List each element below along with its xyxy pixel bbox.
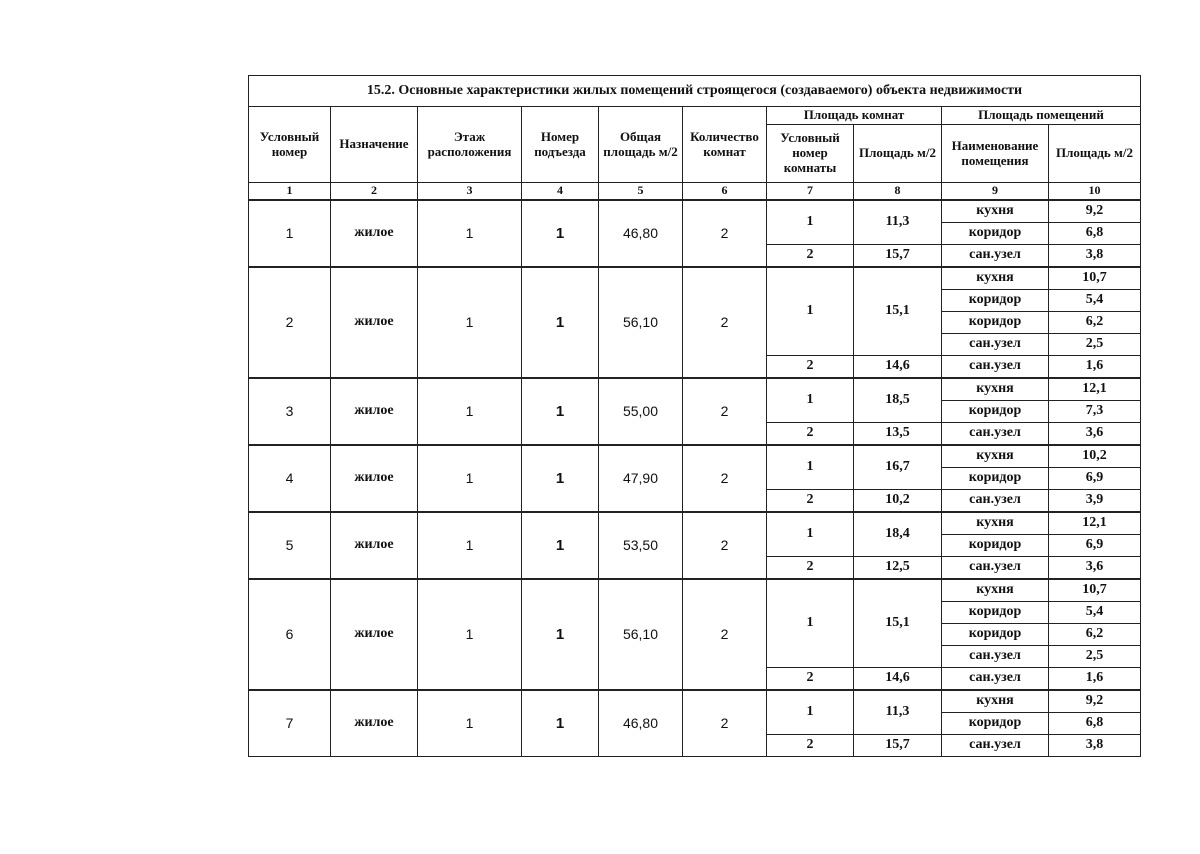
- apartment-number: 1: [249, 200, 331, 267]
- premise-name: сан.узел: [942, 423, 1049, 446]
- premise-area: 6,2: [1049, 624, 1141, 646]
- column-number: 7: [767, 183, 854, 201]
- premise-name: сан.узел: [942, 356, 1049, 379]
- premise-name: сан.узел: [942, 334, 1049, 356]
- apartment-group: [249, 267, 1141, 378]
- premise-area: 3,9: [1049, 490, 1141, 513]
- header-premise-name: Наименование помещения: [942, 125, 1049, 183]
- table-row: [249, 512, 1141, 535]
- premise-area: 2,5: [1049, 334, 1141, 356]
- apartment-number: 6: [249, 579, 331, 690]
- apartment-rooms-count: 2: [683, 200, 767, 267]
- apartment-rooms-count: 2: [683, 445, 767, 512]
- table-row: [249, 378, 1141, 401]
- premise-area: 12,1: [1049, 512, 1141, 535]
- room-number: 2: [767, 423, 854, 446]
- premise-name: коридор: [942, 401, 1049, 423]
- room-area: 11,3: [854, 690, 942, 735]
- column-number: 8: [854, 183, 942, 201]
- apartment-floor: 1: [418, 378, 522, 445]
- apartment-purpose: жилое: [331, 512, 418, 579]
- apartment-group: [249, 579, 1141, 690]
- apartment-floor: 1: [418, 445, 522, 512]
- apartment-purpose: жилое: [331, 200, 418, 267]
- room-area: 11,3: [854, 200, 942, 245]
- premise-name: сан.узел: [942, 557, 1049, 580]
- apartment-total-area: 47,90: [599, 445, 683, 512]
- apartment-floor: 1: [418, 512, 522, 579]
- apartment-number: 5: [249, 512, 331, 579]
- table-row: [249, 579, 1141, 602]
- header-rooms-area-group: Площадь комнат: [767, 107, 942, 125]
- apartment-total-area: 46,80: [599, 690, 683, 757]
- premise-name: коридор: [942, 713, 1049, 735]
- room-area: 14,6: [854, 668, 942, 691]
- premise-name: сан.узел: [942, 490, 1049, 513]
- apartment-purpose: жилое: [331, 690, 418, 757]
- room-number: 2: [767, 735, 854, 757]
- apartment-entrance: 1: [522, 579, 599, 690]
- premise-area: 6,8: [1049, 713, 1141, 735]
- apartment-entrance: 1: [522, 690, 599, 757]
- premise-area: 10,7: [1049, 579, 1141, 602]
- apartment-total-area: 55,00: [599, 378, 683, 445]
- room-number: 2: [767, 490, 854, 513]
- column-number: 2: [331, 183, 418, 201]
- premise-area: 7,3: [1049, 401, 1141, 423]
- header-total-area: Общая площадь м/2: [599, 107, 683, 183]
- residential-premises-table: [248, 75, 1141, 757]
- premise-name: сан.узел: [942, 668, 1049, 691]
- room-number: 2: [767, 245, 854, 268]
- apartment-number: 2: [249, 267, 331, 378]
- room-area: 15,1: [854, 267, 942, 356]
- room-area: 18,4: [854, 512, 942, 557]
- apartment-group: [249, 445, 1141, 512]
- premise-name: коридор: [942, 624, 1049, 646]
- header-purpose: Назначение: [331, 107, 418, 183]
- room-number: 1: [767, 378, 854, 423]
- header-cond-no: Условный номер: [249, 107, 331, 183]
- column-number: 6: [683, 183, 767, 201]
- premise-area: 3,6: [1049, 557, 1141, 580]
- apartment-group: [249, 512, 1141, 579]
- apartment-group: [249, 200, 1141, 267]
- premise-name: кухня: [942, 512, 1049, 535]
- apartment-entrance: 1: [522, 378, 599, 445]
- column-number: 5: [599, 183, 683, 201]
- apartment-entrance: 1: [522, 512, 599, 579]
- room-area: 18,5: [854, 378, 942, 423]
- premise-area: 5,4: [1049, 602, 1141, 624]
- room-number: 1: [767, 690, 854, 735]
- premise-area: 6,2: [1049, 312, 1141, 334]
- premise-area: 9,2: [1049, 200, 1141, 223]
- premise-area: 3,8: [1049, 735, 1141, 757]
- apartment-floor: 1: [418, 579, 522, 690]
- apartment-entrance: 1: [522, 445, 599, 512]
- apartment-floor: 1: [418, 690, 522, 757]
- apartment-floor: 1: [418, 200, 522, 267]
- premise-area: 2,5: [1049, 646, 1141, 668]
- header-room-area: Площадь м/2: [854, 125, 942, 183]
- room-area: 14,6: [854, 356, 942, 379]
- apartment-total-area: 53,50: [599, 512, 683, 579]
- premise-area: 6,9: [1049, 468, 1141, 490]
- apartment-purpose: жилое: [331, 378, 418, 445]
- premise-area: 3,8: [1049, 245, 1141, 268]
- table-row: [249, 267, 1141, 290]
- column-number: 10: [1049, 183, 1141, 201]
- premise-area: 10,2: [1049, 445, 1141, 468]
- room-number: 2: [767, 356, 854, 379]
- room-number: 1: [767, 267, 854, 356]
- room-number: 1: [767, 200, 854, 245]
- header-rooms-count: Количество комнат: [683, 107, 767, 183]
- apartment-total-area: 46,80: [599, 200, 683, 267]
- premise-name: кухня: [942, 445, 1049, 468]
- header-floor: Этаж расположения: [418, 107, 522, 183]
- apartment-total-area: 56,10: [599, 267, 683, 378]
- room-area: 16,7: [854, 445, 942, 490]
- apartment-group: [249, 690, 1141, 757]
- premise-area: 6,9: [1049, 535, 1141, 557]
- table-row: [249, 445, 1141, 468]
- premise-area: 5,4: [1049, 290, 1141, 312]
- premise-name: кухня: [942, 579, 1049, 602]
- premise-area: 12,1: [1049, 378, 1141, 401]
- table-title: 15.2. Основные характеристики жилых помещений строящегося (создаваемого) объекта недвижимости: [249, 76, 1141, 107]
- room-number: 1: [767, 445, 854, 490]
- room-area: 13,5: [854, 423, 942, 446]
- column-number: 9: [942, 183, 1049, 201]
- premise-name: кухня: [942, 267, 1049, 290]
- apartment-total-area: 56,10: [599, 579, 683, 690]
- column-number: 1: [249, 183, 331, 201]
- apartment-entrance: 1: [522, 200, 599, 267]
- premise-name: кухня: [942, 690, 1049, 713]
- room-area: 15,7: [854, 735, 942, 757]
- apartment-entrance: 1: [522, 267, 599, 378]
- premise-area: 3,6: [1049, 423, 1141, 446]
- premise-name: коридор: [942, 468, 1049, 490]
- premise-name: коридор: [942, 535, 1049, 557]
- room-number: 1: [767, 512, 854, 557]
- premise-name: кухня: [942, 378, 1049, 401]
- premise-area: 6,8: [1049, 223, 1141, 245]
- room-area: 15,7: [854, 245, 942, 268]
- room-area: 10,2: [854, 490, 942, 513]
- premise-area: 1,6: [1049, 668, 1141, 691]
- header-entrance: Номер подъезда: [522, 107, 599, 183]
- premise-name: сан.узел: [942, 646, 1049, 668]
- apartment-purpose: жилое: [331, 579, 418, 690]
- room-area: 12,5: [854, 557, 942, 580]
- apartment-floor: 1: [418, 267, 522, 378]
- premise-area: 1,6: [1049, 356, 1141, 379]
- room-area: 15,1: [854, 579, 942, 668]
- premise-name: коридор: [942, 602, 1049, 624]
- room-number: 2: [767, 557, 854, 580]
- premise-area: 10,7: [1049, 267, 1141, 290]
- premise-name: коридор: [942, 290, 1049, 312]
- apartment-rooms-count: 2: [683, 579, 767, 690]
- apartment-number: 4: [249, 445, 331, 512]
- room-number: 2: [767, 668, 854, 691]
- premise-name: сан.узел: [942, 245, 1049, 268]
- apartment-rooms-count: 2: [683, 512, 767, 579]
- apartment-rooms-count: 2: [683, 378, 767, 445]
- apartment-group: [249, 378, 1141, 445]
- apartment-number: 3: [249, 378, 331, 445]
- premise-name: кухня: [942, 200, 1049, 223]
- premise-area: 9,2: [1049, 690, 1141, 713]
- apartment-rooms-count: 2: [683, 267, 767, 378]
- header-premise-area: Площадь м/2: [1049, 125, 1141, 183]
- premise-name: сан.узел: [942, 735, 1049, 757]
- apartment-purpose: жилое: [331, 267, 418, 378]
- column-number: 4: [522, 183, 599, 201]
- premise-name: коридор: [942, 223, 1049, 245]
- apartment-purpose: жилое: [331, 445, 418, 512]
- apartment-rooms-count: 2: [683, 690, 767, 757]
- room-number: 1: [767, 579, 854, 668]
- premise-name: коридор: [942, 312, 1049, 334]
- column-number: 3: [418, 183, 522, 201]
- apartment-number: 7: [249, 690, 331, 757]
- header-room-no: Условный номер комнаты: [767, 125, 854, 183]
- table-row: [249, 200, 1141, 223]
- column-numbers-row: [249, 183, 1141, 201]
- table-row: [249, 690, 1141, 713]
- header-premises-group: Площадь помещений: [942, 107, 1141, 125]
